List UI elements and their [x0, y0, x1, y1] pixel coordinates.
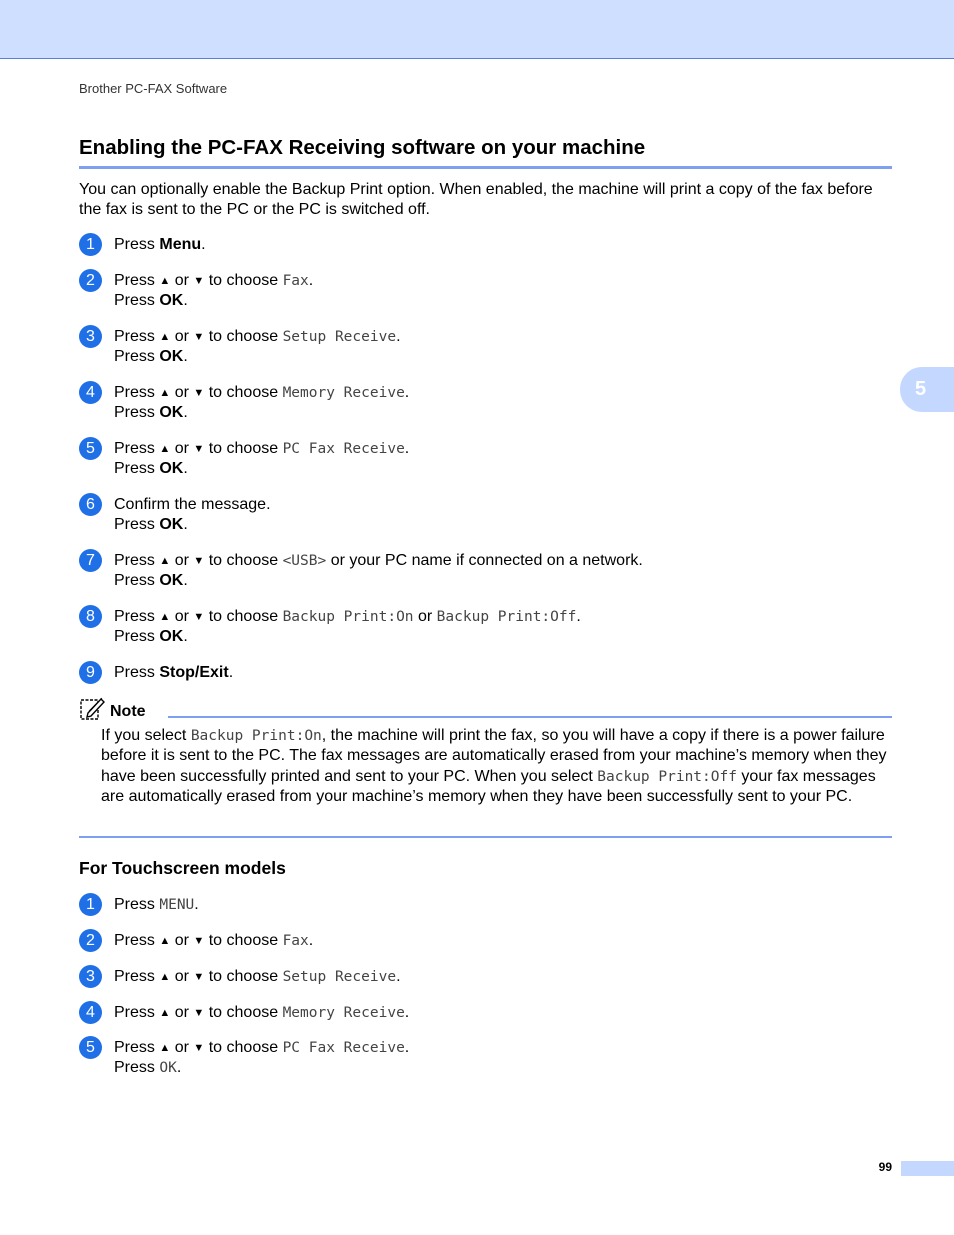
running-header: Brother PC-FAX Software: [79, 81, 228, 96]
section-title: Enabling the PC-FAX Receiving software on your machine: [79, 136, 646, 159]
up-arrow-icon: ▲: [159, 611, 171, 623]
top-band: [0, 0, 954, 59]
chapter-tab: 5: [900, 367, 954, 412]
down-arrow-icon: ▼: [193, 1042, 205, 1054]
down-arrow-icon: ▼: [193, 331, 205, 343]
step-number: 5: [79, 437, 102, 460]
down-arrow-icon: ▼: [193, 971, 205, 983]
down-arrow-icon: ▼: [193, 275, 205, 287]
down-arrow-icon: ▼: [193, 935, 205, 947]
down-arrow-icon: ▼: [193, 443, 205, 455]
up-arrow-icon: ▲: [159, 555, 171, 567]
step-number: 3: [79, 965, 102, 988]
up-arrow-icon: ▲: [159, 1042, 171, 1054]
step-number: 5: [79, 1036, 102, 1059]
up-arrow-icon: ▲: [159, 331, 171, 343]
step-number: 6: [79, 493, 102, 516]
step-number: 9: [79, 661, 102, 684]
up-arrow-icon: ▲: [159, 387, 171, 399]
step-number: 3: [79, 325, 102, 348]
up-arrow-icon: ▲: [159, 935, 171, 947]
title-rule: [79, 166, 892, 169]
step-number: 1: [79, 893, 102, 916]
step-number: 2: [79, 269, 102, 292]
note-label: Note: [110, 703, 146, 720]
note-pencil-icon: [80, 697, 106, 721]
page-bar: [901, 1161, 954, 1176]
note-body: If you select Backup Print:On, the machine will print the fax, so you will have a copy if there is a power failure before it is sent to the PC. The fax messages are automatically erased from your machine’s memory when they have been successfully printed and sent to your PC. When you select Backup Print:Off your fax messages are automatically erased from your machine’s memory when they have been successfully sent to your PC.: [101, 727, 887, 805]
intro-paragraph: You can optionally enable the Backup Print option. When enabled, the machine will print a copy of the fax before the fax is sent to the PC or the PC is switched off.: [79, 181, 873, 218]
step-number: 7: [79, 549, 102, 572]
up-arrow-icon: ▲: [159, 275, 171, 287]
up-arrow-icon: ▲: [159, 1007, 171, 1019]
down-arrow-icon: ▼: [193, 1007, 205, 1019]
down-arrow-icon: ▼: [193, 611, 205, 623]
step-number: 4: [79, 1001, 102, 1024]
up-arrow-icon: ▲: [159, 971, 171, 983]
step-number: 2: [79, 929, 102, 952]
step-number: 8: [79, 605, 102, 628]
note-rule-top: [168, 716, 892, 718]
up-arrow-icon: ▲: [159, 443, 171, 455]
touchscreen-subtitle: For Touchscreen models: [79, 858, 286, 878]
down-arrow-icon: ▼: [193, 555, 205, 567]
step-number: 4: [79, 381, 102, 404]
down-arrow-icon: ▼: [193, 387, 205, 399]
note-rule-bottom: [79, 836, 892, 838]
page-number: 99: [878, 1160, 892, 1174]
step-number: 1: [79, 233, 102, 256]
